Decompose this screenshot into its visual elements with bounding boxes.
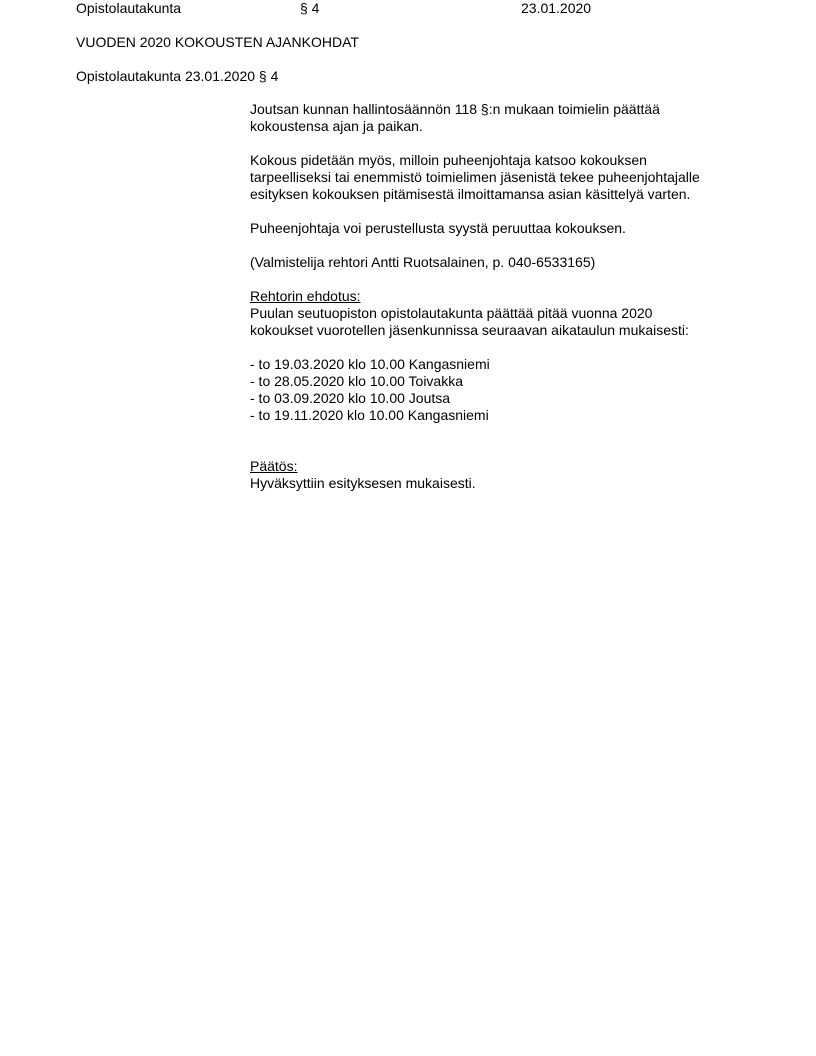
paragraph-meeting-call bbox=[250, 152, 750, 203]
paragraph-line: Puheenjohtaja voi perustellusta syystä peruuttaa kokouksen. bbox=[250, 220, 626, 236]
proposal-line: kokoukset vuorotellen jäsenkunnissa seuraavan aikataulun mukaisesti: bbox=[250, 322, 689, 338]
paragraph-line: Kokous pidetään myös, milloin puheenjohtaja katsoo kokouksen bbox=[250, 152, 647, 168]
meeting-list-item: - to 28.05.2020 klo 10.00 Toivakka bbox=[250, 373, 464, 389]
meeting-schedule-list bbox=[250, 356, 750, 424]
paragraph-authority bbox=[250, 101, 750, 135]
decision-heading: Päätös: bbox=[250, 458, 298, 474]
proposal-heading: Rehtorin ehdotus: bbox=[250, 288, 361, 304]
paragraph-cancellation bbox=[250, 220, 750, 237]
paragraph-line: Joutsan kunnan hallintosäännön 118 §:n mukaan toimielin päättää bbox=[250, 101, 660, 117]
header-date: 23.01.2020 bbox=[521, 0, 592, 16]
paragraph-line: (Valmistelija rehtori Antti Ruotsalainen, p. 040-6533165) bbox=[250, 254, 596, 270]
decision-section bbox=[250, 458, 750, 492]
reference-line: Opistolautakunta 23.01.2020 § 4 bbox=[76, 68, 279, 84]
header-committee: Opistolautakunta bbox=[76, 0, 182, 16]
header-section: § 4 bbox=[300, 0, 320, 16]
meeting-list-item: - to 03.09.2020 klo 10.00 Joutsa bbox=[250, 390, 451, 406]
body-text bbox=[250, 101, 750, 509]
paragraph-line: kokoustensa ajan ja paikan. bbox=[250, 118, 423, 134]
paragraph-line: tarpeelliseksi tai enemmistö toimielimen jäsenistä tekee puheenjohtajalle bbox=[250, 169, 700, 185]
meeting-list-item: - to 19.11.2020 klo 10.00 Kangasniemi bbox=[250, 407, 489, 423]
decision-text: Hyväksyttiin esityksesen mukaisesti. bbox=[250, 475, 476, 491]
proposal-line: Puulan seutuopiston opistolautakunta päättää pitää vuonna 2020 bbox=[250, 305, 653, 321]
meeting-list-item: - to 19.03.2020 klo 10.00 Kangasniemi bbox=[250, 356, 490, 372]
paragraph-preparer bbox=[250, 254, 750, 271]
proposal-section bbox=[250, 288, 750, 339]
paragraph-line: esityksen kokouksen pitämisestä ilmoittamansa asian käsittelyä varten. bbox=[250, 186, 691, 202]
document-title: VUODEN 2020 KOKOUSTEN AJANKOHDAT bbox=[76, 34, 359, 50]
